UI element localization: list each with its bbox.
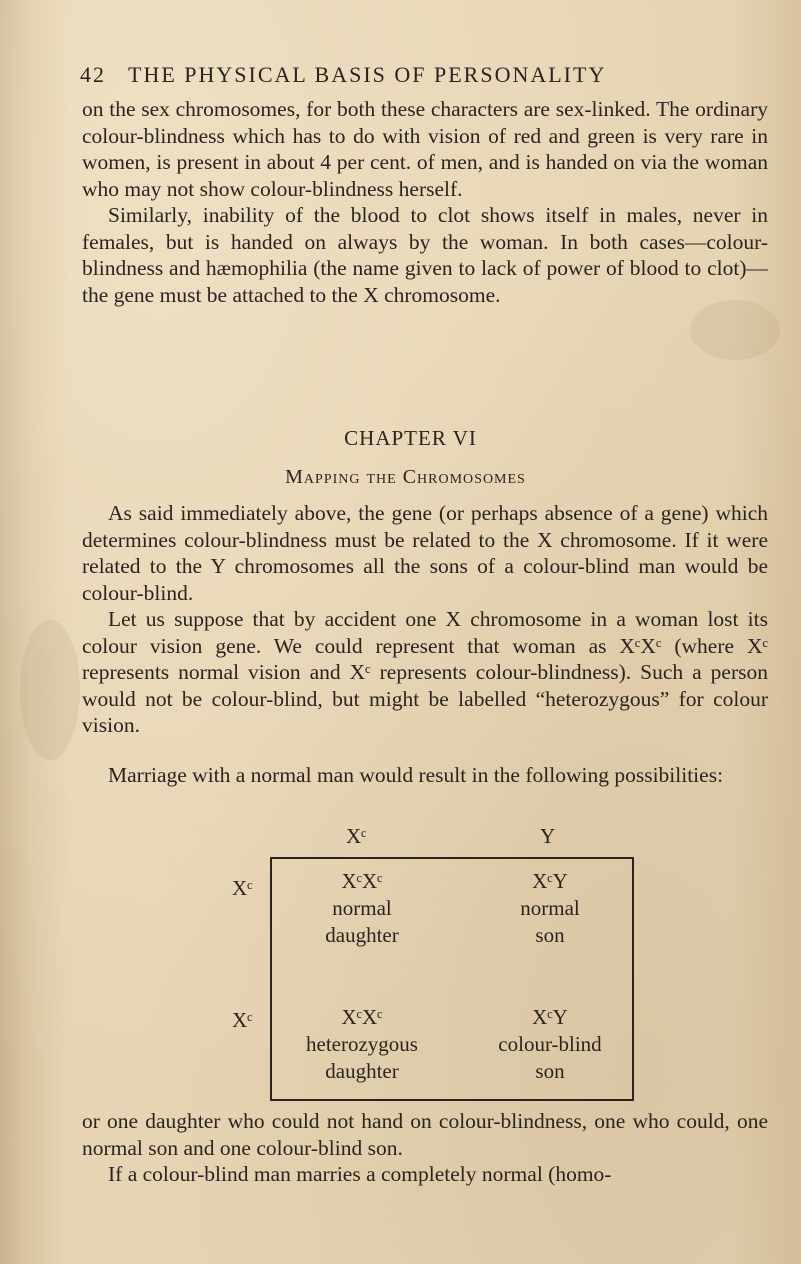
genotype: XᶜY bbox=[532, 869, 568, 893]
cell-line: son bbox=[535, 1059, 565, 1083]
running-header bbox=[80, 62, 606, 88]
paragraph: Similarly, inability of the blood to clot shows itself in males, never in females, but is handed on always by the woman. In both cases—colour-blindness and hæmophilia (the name given to lack of power of blood to clot)—the gene must be attached to the X chromosome. bbox=[82, 203, 768, 307]
paragraph: Let us suppose that by accident one X chromosome in a woman lost its colour vision gene. We could represent that woman as XᶜXᶜ (where Xᶜ represents normal vision and Xᶜ represents colour-blindness). Such a person would not be colour-blind, but might be labelled “heterozygous” for colour vision. bbox=[82, 607, 768, 737]
genotype: XᶜXᶜ bbox=[341, 1005, 383, 1029]
paragraph-block-1 bbox=[82, 96, 768, 308]
table-cell bbox=[460, 1004, 640, 1085]
paragraph: As said immediately above, the gene (or perhaps absence of a gene) which determines colour-blindness must be related to the X chromosome. If it were related to the Y chromosomes all the sons of a colour-blind man would be colour-blind. bbox=[82, 501, 768, 605]
cell-line: son bbox=[535, 923, 565, 947]
chapter-number: CHAPTER VI bbox=[344, 426, 477, 450]
paragraph: on the sex chromosomes, for both these characters are sex-linked. The ordinary colour-blindness which has to do with vision of red and green is very rare in women, is present in about 4 per cent. of men, and is handed on via the woman who may not show colour-blindness herself. bbox=[82, 97, 768, 201]
table-cell bbox=[272, 1004, 452, 1085]
paragraph-block-3 bbox=[82, 762, 768, 789]
table-cell bbox=[460, 868, 640, 949]
cell-line: daughter bbox=[325, 1059, 399, 1083]
paper-stain bbox=[690, 300, 780, 360]
column-header: Y bbox=[540, 824, 556, 848]
paragraph: If a colour-blind man marries a completely normal (homo- bbox=[108, 1162, 612, 1186]
paragraph-block-2 bbox=[82, 500, 768, 739]
cell-line: heterozygous bbox=[306, 1032, 418, 1056]
cell-line: normal bbox=[520, 896, 580, 920]
paragraph-block-4 bbox=[82, 1108, 768, 1188]
cell-line: daughter bbox=[325, 923, 399, 947]
page-number: 42 bbox=[80, 62, 106, 87]
genotype: XᶜXᶜ bbox=[341, 869, 383, 893]
table-cell bbox=[272, 868, 452, 949]
paper-stain bbox=[20, 620, 80, 760]
genotype: XᶜY bbox=[532, 1005, 568, 1029]
column-header: Xᶜ bbox=[346, 824, 367, 848]
row-header: Xᶜ bbox=[232, 1008, 253, 1032]
running-title: THE PHYSICAL BASIS OF PERSONALITY bbox=[128, 62, 607, 87]
chapter-title: Mapping the Chromosomes bbox=[285, 466, 526, 488]
row-header: Xᶜ bbox=[232, 876, 253, 900]
paragraph: Marriage with a normal man would result in the following possibilities: bbox=[108, 763, 724, 787]
cell-line: normal bbox=[332, 896, 392, 920]
paragraph: or one daughter who could not hand on colour-blindness, one who could, one normal son and one colour-blind son. bbox=[82, 1109, 768, 1160]
cell-line: colour-blind bbox=[498, 1032, 602, 1056]
